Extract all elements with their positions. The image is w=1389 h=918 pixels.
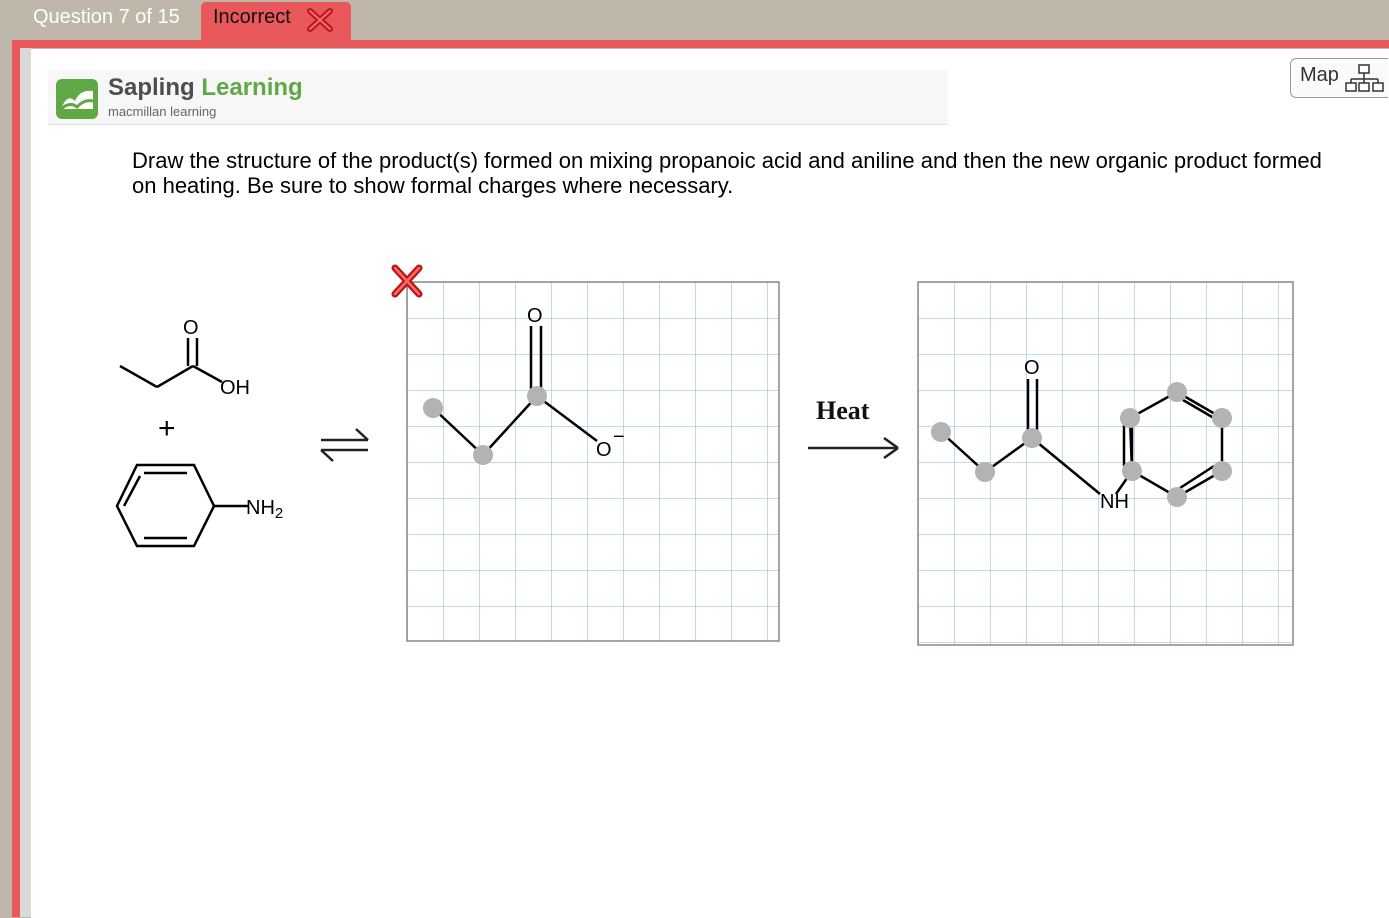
map-button-label: Map — [1300, 64, 1339, 86]
brand-subtitle: macmillan learning — [108, 104, 217, 119]
atom-node[interactable] — [1212, 461, 1232, 481]
atom-node[interactable] — [1167, 382, 1187, 402]
atom-node[interactable] — [975, 462, 995, 482]
atom-node[interactable] — [931, 422, 951, 442]
heat-label: Heat — [816, 396, 870, 425]
aniline-nh2: $NH_2$ — [246, 497, 284, 522]
atom-node[interactable] — [1120, 408, 1140, 428]
brand-name-part1: Sapling — [108, 74, 195, 101]
atom-node[interactable] — [1212, 408, 1232, 428]
drawing-canvas-1[interactable] — [407, 282, 779, 641]
atom-node[interactable] — [1167, 487, 1187, 507]
atom-node[interactable] — [527, 386, 547, 406]
reaction-arrow-icon — [808, 438, 898, 458]
product2-carbonyl-o: O — [1024, 357, 1040, 379]
product1-carbonyl-o: O — [527, 305, 543, 327]
atom-node[interactable] — [1022, 428, 1042, 448]
product1-charge: − — [613, 426, 625, 448]
acid-hydroxyl-oh: OH — [220, 377, 250, 399]
status-label: Incorrect — [213, 6, 291, 28]
product2-amide-nh: NH — [1100, 491, 1129, 513]
plus-sign: + — [158, 412, 176, 445]
question-prompt: Draw the structure of the product(s) formed on mixing propanoic acid and aniline and then the new organic product formed on heating. Be sure to show formal charges where necessary. — [132, 148, 1322, 198]
atom-node[interactable] — [473, 445, 493, 465]
brand-name-part2: Learning — [201, 74, 303, 101]
aniline-structure — [117, 465, 248, 546]
acid-carbonyl-o: O — [183, 317, 199, 339]
atom-node[interactable] — [1122, 461, 1142, 481]
propanoic-acid-structure — [120, 338, 222, 387]
equilibrium-arrow-icon — [321, 429, 368, 461]
atom-node[interactable] — [423, 398, 443, 418]
question-counter: Question 7 of 15 — [33, 6, 180, 28]
product1-anion-o: O — [596, 439, 612, 461]
